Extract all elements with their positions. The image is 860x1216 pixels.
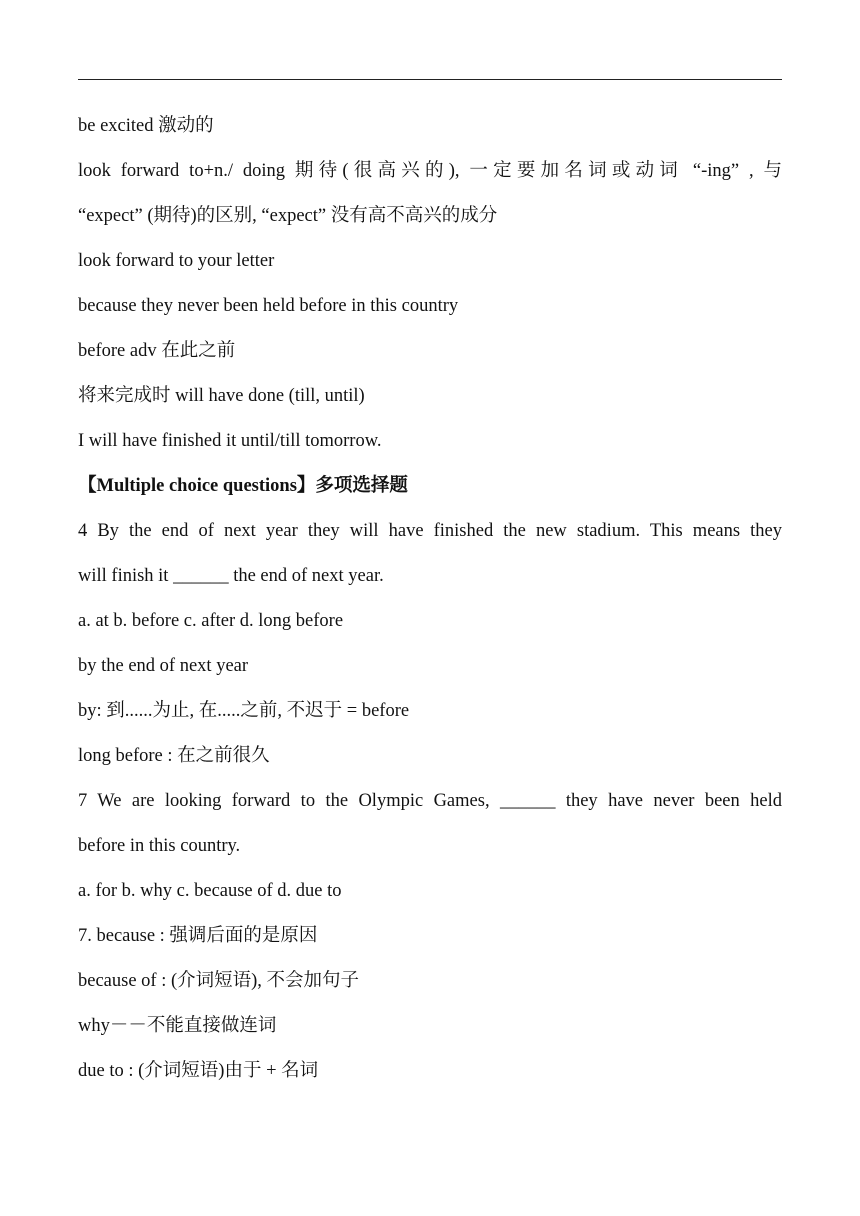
example-line-will-have-finished: I will have finished it until/till tomorrow. [78, 431, 382, 451]
note-line-long-before: long before : 在之前很久 [78, 746, 270, 766]
question-7-line-1: 7 We are looking forward to the Olympic Games, ______ they have never been held [78, 791, 782, 811]
note-line-by-the-end: by the end of next year [78, 656, 249, 676]
vocab-line-be-excited: be excited 激动的 [78, 116, 214, 136]
vocab-line-look-forward-to: look forward to+n./ doing 期待(很高兴的), 一定要加名词或动词 “-ing” , 与 [78, 161, 782, 181]
vocab-line-before-adv: before adv 在此之前 [78, 341, 236, 361]
note-line-why: why－－不能直接做连词 [78, 1016, 277, 1036]
question-7-line-2: before in this country. [78, 836, 241, 856]
note-line-because-of: because of : (介词短语), 不会加句子 [78, 971, 360, 991]
question-4-options: a. at b. before c. after d. long before [78, 611, 344, 631]
question-4-line-1: 4 By the end of next year they will have finished the new stadium. This means they [78, 521, 782, 541]
example-line-look-forward-letter: look forward to your letter [78, 251, 275, 271]
document-body [78, 104, 782, 1094]
note-line-by-meaning: by: 到......为止, 在.....之前, 不迟于 = before [78, 701, 410, 721]
header-rule [78, 79, 782, 80]
grammar-line-future-perfect: 将来完成时 will have done (till, until) [78, 386, 365, 406]
question-7-options: a. for b. why c. because of d. due to [78, 881, 342, 901]
vocab-line-expect-difference: “expect” (期待)的区别, “expect” 没有高不高兴的成分 [78, 206, 498, 226]
example-line-never-been-held: because they never been held before in this country [78, 296, 459, 316]
note-line-because: 7. because : 强调后面的是原因 [78, 926, 318, 946]
section-heading-multiple-choice: 【Multiple choice questions】多项选择题 [78, 476, 408, 496]
note-line-due-to: due to : (介词短语)由于 + 名词 [78, 1061, 319, 1081]
question-4-line-2: will finish it ______ the end of next year. [78, 566, 384, 586]
